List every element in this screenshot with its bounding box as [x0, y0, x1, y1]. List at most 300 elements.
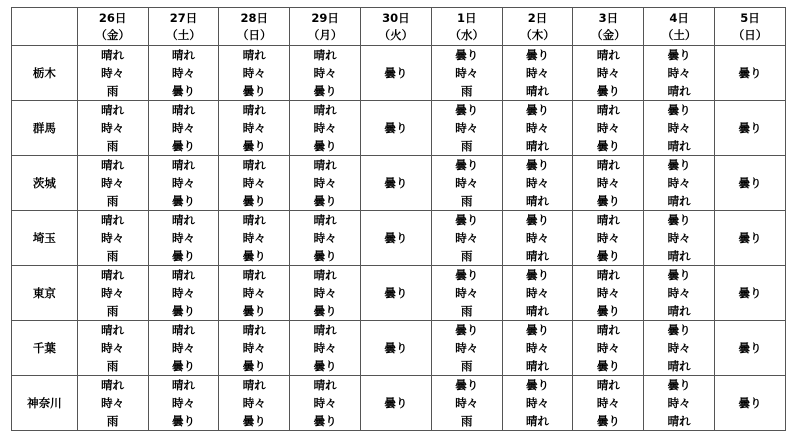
forecast-text: 時々 — [101, 121, 125, 135]
forecast-cell — [644, 321, 715, 376]
forecast-text: 時々 — [101, 286, 125, 300]
forecast-text: 曇り — [242, 249, 266, 263]
forecast-text: 曇り — [171, 304, 195, 318]
forecast-text: 曇り — [171, 414, 195, 428]
forecast-text: 晴れ — [171, 103, 195, 117]
header-day-cell — [290, 8, 361, 46]
forecast-cell — [290, 266, 361, 321]
forecast-cell — [502, 376, 573, 431]
forecast-text: 晴れ — [101, 103, 125, 117]
forecast-cell — [573, 101, 644, 156]
forecast-text: 時々 — [596, 341, 620, 355]
forecast-text: 曇り — [738, 396, 762, 410]
forecast-text: 時々 — [526, 66, 550, 80]
forecast-text: 晴れ — [171, 323, 195, 337]
forecast-table — [11, 7, 786, 431]
forecast-text: 曇り — [526, 268, 550, 282]
forecast-text: 晴れ — [596, 103, 620, 117]
forecast-text: 時々 — [171, 66, 195, 80]
forecast-text: 曇り — [526, 213, 550, 227]
forecast-text: 曇り — [313, 84, 337, 98]
region-cell: 埼玉 — [12, 211, 78, 266]
forecast-cell — [148, 101, 219, 156]
forecast-text: 曇り — [171, 84, 195, 98]
forecast-text: 曇り — [738, 121, 762, 135]
forecast-text: 時々 — [667, 66, 691, 80]
header-day-cell — [219, 8, 290, 46]
region-cell: 群馬 — [12, 101, 78, 156]
forecast-text: 時々 — [242, 121, 266, 135]
forecast-text: 曇り — [738, 66, 762, 80]
region-cell: 千葉 — [12, 321, 78, 376]
forecast-text: 時々 — [667, 121, 691, 135]
table-row — [12, 211, 786, 266]
forecast-cell — [573, 376, 644, 431]
forecast-text: 曇り — [455, 158, 479, 172]
forecast-text: 時々 — [596, 231, 620, 245]
header-weekday: （火） — [378, 27, 414, 42]
forecast-cell — [573, 321, 644, 376]
forecast-text: 時々 — [242, 176, 266, 190]
forecast-text: 晴れ — [242, 213, 266, 227]
forecast-cell — [502, 211, 573, 266]
forecast-text: 曇り — [526, 103, 550, 117]
forecast-text: 時々 — [526, 286, 550, 300]
forecast-cell — [715, 156, 786, 211]
forecast-text: 晴れ — [171, 378, 195, 392]
forecast-cell — [148, 156, 219, 211]
forecast-text: 晴れ — [667, 414, 691, 428]
forecast-cell — [644, 156, 715, 211]
forecast-text: 雨 — [106, 194, 119, 208]
forecast-text: 曇り — [455, 378, 479, 392]
forecast-cell — [77, 266, 148, 321]
table-row — [12, 101, 786, 156]
forecast-text: 曇り — [242, 194, 266, 208]
forecast-text: 曇り — [455, 323, 479, 337]
forecast-cell — [715, 101, 786, 156]
forecast-text: 時々 — [171, 286, 195, 300]
forecast-text: 時々 — [242, 66, 266, 80]
forecast-cell — [219, 101, 290, 156]
forecast-text: 時々 — [526, 396, 550, 410]
forecast-text: 曇り — [242, 304, 266, 318]
forecast-text: 時々 — [171, 341, 195, 355]
forecast-cell — [290, 46, 361, 101]
forecast-cell — [148, 46, 219, 101]
forecast-text: 時々 — [313, 176, 337, 190]
forecast-text: 曇り — [171, 359, 195, 373]
forecast-text: 曇り — [313, 304, 337, 318]
forecast-cell — [431, 321, 502, 376]
forecast-text: 曇り — [738, 286, 762, 300]
forecast-cell — [715, 321, 786, 376]
forecast-text: 時々 — [101, 396, 125, 410]
forecast-text: 晴れ — [596, 268, 620, 282]
header-date: 29日 — [311, 10, 339, 25]
forecast-text: 晴れ — [596, 158, 620, 172]
header-weekday: （日） — [732, 27, 768, 42]
forecast-text: 時々 — [526, 341, 550, 355]
forecast-cell — [502, 101, 573, 156]
forecast-cell — [502, 46, 573, 101]
forecast-text: 曇り — [313, 139, 337, 153]
forecast-text: 曇り — [455, 268, 479, 282]
forecast-cell — [290, 101, 361, 156]
forecast-text: 曇り — [384, 121, 408, 135]
forecast-text: 曇り — [596, 304, 620, 318]
header-weekday: （月） — [307, 27, 343, 42]
forecast-cell — [290, 376, 361, 431]
forecast-text: 曇り — [313, 359, 337, 373]
forecast-text: 晴れ — [526, 359, 550, 373]
header-day-cell — [573, 8, 644, 46]
forecast-text: 曇り — [738, 341, 762, 355]
forecast-cell — [219, 46, 290, 101]
forecast-text: 晴れ — [242, 48, 266, 62]
header-weekday: （水） — [449, 27, 484, 42]
forecast-cell — [644, 376, 715, 431]
forecast-cell — [290, 156, 361, 211]
forecast-text: 時々 — [455, 341, 479, 355]
forecast-text: 曇り — [667, 48, 691, 62]
forecast-text: 曇り — [596, 84, 620, 98]
table-header — [12, 8, 786, 46]
forecast-cell — [148, 321, 219, 376]
forecast-text: 時々 — [242, 286, 266, 300]
forecast-text: 晴れ — [667, 359, 691, 373]
forecast-text: 晴れ — [667, 194, 691, 208]
forecast-cell — [715, 46, 786, 101]
forecast-text: 雨 — [106, 304, 119, 318]
forecast-text: 曇り — [738, 231, 762, 245]
forecast-text: 晴れ — [667, 304, 691, 318]
forecast-text: 曇り — [667, 103, 691, 117]
forecast-text: 曇り — [313, 249, 337, 263]
forecast-text: 時々 — [455, 231, 479, 245]
forecast-cell — [148, 376, 219, 431]
forecast-text: 曇り — [455, 103, 479, 117]
forecast-text: 曇り — [384, 286, 408, 300]
forecast-text: 晴れ — [526, 304, 550, 318]
forecast-cell — [219, 156, 290, 211]
forecast-text: 時々 — [455, 396, 479, 410]
forecast-text: 晴れ — [313, 378, 337, 392]
forecast-text: 晴れ — [242, 103, 266, 117]
header-weekday: （日） — [237, 27, 272, 42]
forecast-cell — [573, 156, 644, 211]
forecast-text: 晴れ — [667, 139, 691, 153]
forecast-text: 曇り — [384, 341, 408, 355]
forecast-cell — [573, 211, 644, 266]
table-row — [12, 156, 786, 211]
forecast-cell — [644, 101, 715, 156]
forecast-cell — [502, 321, 573, 376]
forecast-text: 時々 — [596, 396, 620, 410]
header-day-cell — [360, 8, 431, 46]
forecast-text: 時々 — [101, 231, 125, 245]
header-day-cell — [148, 8, 219, 46]
forecast-text: 時々 — [313, 231, 337, 245]
forecast-text: 曇り — [667, 378, 691, 392]
forecast-cell — [431, 46, 502, 101]
forecast-cell — [502, 266, 573, 321]
forecast-text: 曇り — [384, 231, 408, 245]
header-weekday: （金） — [95, 27, 130, 42]
forecast-cell — [360, 211, 431, 266]
forecast-text: 時々 — [171, 231, 195, 245]
forecast-text: 晴れ — [526, 194, 550, 208]
forecast-text: 晴れ — [101, 48, 125, 62]
table-row — [12, 321, 786, 376]
forecast-text: 時々 — [526, 231, 550, 245]
forecast-text: 晴れ — [101, 268, 125, 282]
forecast-text: 曇り — [596, 359, 620, 373]
table-row — [12, 46, 786, 101]
forecast-text: 晴れ — [171, 268, 195, 282]
forecast-cell — [77, 101, 148, 156]
header-weekday: （金） — [591, 27, 626, 42]
forecast-cell — [360, 266, 431, 321]
forecast-cell — [644, 211, 715, 266]
forecast-text: 晴れ — [313, 323, 337, 337]
forecast-text: 雨 — [460, 414, 473, 428]
forecast-text: 雨 — [460, 359, 473, 373]
header-day-cell — [715, 8, 786, 46]
region-cell: 神奈川 — [12, 376, 78, 431]
forecast-text: 曇り — [242, 414, 266, 428]
forecast-text: 時々 — [101, 341, 125, 355]
forecast-cell — [360, 376, 431, 431]
header-day-cell — [502, 8, 573, 46]
forecast-text: 晴れ — [101, 213, 125, 227]
forecast-text: 雨 — [460, 249, 473, 263]
forecast-text: 時々 — [171, 176, 195, 190]
forecast-text: 晴れ — [526, 249, 550, 263]
header-row — [12, 8, 786, 46]
forecast-text: 曇り — [596, 139, 620, 153]
forecast-text: 時々 — [242, 341, 266, 355]
forecast-text: 時々 — [313, 66, 337, 80]
forecast-cell — [644, 46, 715, 101]
forecast-text: 晴れ — [171, 213, 195, 227]
forecast-cell — [431, 101, 502, 156]
forecast-cell — [77, 46, 148, 101]
forecast-text: 晴れ — [101, 158, 125, 172]
forecast-text: 曇り — [526, 378, 550, 392]
forecast-text: 晴れ — [242, 378, 266, 392]
header-date: 30日 — [382, 10, 410, 25]
forecast-cell — [431, 376, 502, 431]
forecast-text: 晴れ — [171, 158, 195, 172]
forecast-text: 時々 — [667, 231, 691, 245]
forecast-text: 曇り — [667, 213, 691, 227]
forecast-text: 雨 — [460, 139, 473, 153]
forecast-text: 時々 — [242, 231, 266, 245]
forecast-text: 曇り — [526, 323, 550, 337]
forecast-text: 晴れ — [101, 378, 125, 392]
forecast-text: 時々 — [667, 396, 691, 410]
region-cell: 栃木 — [12, 46, 78, 101]
forecast-text: 曇り — [171, 194, 195, 208]
forecast-text: 曇り — [313, 194, 337, 208]
forecast-text: 晴れ — [526, 84, 550, 98]
forecast-cell — [360, 46, 431, 101]
forecast-text: 時々 — [596, 66, 620, 80]
forecast-text: 晴れ — [242, 323, 266, 337]
forecast-text: 曇り — [171, 249, 195, 263]
forecast-text: 雨 — [460, 194, 473, 208]
forecast-text: 晴れ — [526, 139, 550, 153]
forecast-cell — [148, 266, 219, 321]
forecast-cell — [219, 211, 290, 266]
forecast-cell — [360, 101, 431, 156]
forecast-text: 時々 — [526, 121, 550, 135]
forecast-text: 曇り — [526, 48, 550, 62]
header-date: 27日 — [169, 10, 198, 25]
forecast-text: 曇り — [738, 176, 762, 190]
forecast-text: 時々 — [596, 286, 620, 300]
forecast-text: 晴れ — [313, 268, 337, 282]
forecast-cell — [77, 156, 148, 211]
forecast-cell — [431, 211, 502, 266]
forecast-text: 曇り — [242, 84, 266, 98]
forecast-text: 晴れ — [313, 48, 337, 62]
forecast-text: 時々 — [313, 341, 337, 355]
forecast-cell — [219, 321, 290, 376]
forecast-text: 雨 — [106, 84, 119, 98]
forecast-text: 雨 — [460, 304, 473, 318]
forecast-cell — [219, 376, 290, 431]
forecast-text: 晴れ — [596, 378, 620, 392]
forecast-cell — [644, 266, 715, 321]
header-weekday: （土） — [166, 27, 201, 42]
forecast-text: 時々 — [596, 176, 620, 190]
header-day-cell — [644, 8, 715, 46]
forecast-text: 曇り — [313, 414, 337, 428]
forecast-text: 晴れ — [667, 249, 691, 263]
header-date: 1日 — [456, 10, 477, 25]
forecast-cell — [148, 211, 219, 266]
header-date: 26日 — [98, 10, 127, 25]
forecast-cell — [715, 211, 786, 266]
forecast-text: 曇り — [596, 249, 620, 263]
forecast-text: 曇り — [596, 194, 620, 208]
header-corner-cell — [12, 8, 78, 46]
forecast-text: 時々 — [667, 286, 691, 300]
forecast-text: 晴れ — [313, 103, 337, 117]
forecast-text: 曇り — [667, 268, 691, 282]
forecast-cell — [219, 266, 290, 321]
forecast-text: 晴れ — [101, 323, 125, 337]
forecast-cell — [360, 156, 431, 211]
forecast-text: 時々 — [455, 286, 479, 300]
forecast-cell — [715, 266, 786, 321]
forecast-text: 晴れ — [242, 158, 266, 172]
forecast-text: 晴れ — [526, 414, 550, 428]
forecast-cell — [77, 211, 148, 266]
table-body — [12, 46, 786, 431]
region-cell: 東京 — [12, 266, 78, 321]
forecast-text: 時々 — [313, 286, 337, 300]
forecast-text: 曇り — [667, 158, 691, 172]
forecast-text: 曇り — [596, 414, 620, 428]
header-day-cell — [431, 8, 502, 46]
forecast-text: 晴れ — [596, 323, 620, 337]
forecast-cell — [77, 321, 148, 376]
region-cell: 茨城 — [12, 156, 78, 211]
forecast-cell — [431, 156, 502, 211]
forecast-text: 晴れ — [596, 213, 620, 227]
forecast-text: 時々 — [455, 176, 479, 190]
forecast-text: 時々 — [455, 66, 479, 80]
forecast-text: 晴れ — [667, 84, 691, 98]
forecast-text: 晴れ — [596, 48, 620, 62]
forecast-text: 時々 — [526, 176, 550, 190]
forecast-cell — [77, 376, 148, 431]
header-weekday: （木） — [520, 27, 555, 42]
table-row — [12, 266, 786, 321]
forecast-cell — [502, 156, 573, 211]
header-day-cell — [77, 8, 148, 46]
forecast-text: 時々 — [171, 121, 195, 135]
forecast-cell — [715, 376, 786, 431]
header-weekday: （土） — [661, 27, 697, 42]
forecast-text: 曇り — [242, 359, 266, 373]
forecast-text: 曇り — [384, 396, 408, 410]
forecast-text: 雨 — [460, 84, 473, 98]
forecast-text: 時々 — [667, 341, 691, 355]
forecast-text: 時々 — [242, 396, 266, 410]
forecast-text: 時々 — [101, 176, 125, 190]
forecast-text: 曇り — [171, 139, 195, 153]
header-date: 5日 — [740, 10, 760, 25]
forecast-text: 雨 — [106, 414, 119, 428]
header-date: 2日 — [527, 10, 548, 25]
forecast-cell — [360, 321, 431, 376]
forecast-text: 晴れ — [171, 48, 195, 62]
forecast-cell — [290, 211, 361, 266]
forecast-text: 曇り — [526, 158, 550, 172]
forecast-text: 曇り — [384, 176, 408, 190]
forecast-text: 時々 — [101, 66, 125, 80]
forecast-text: 晴れ — [313, 158, 337, 172]
forecast-cell — [431, 266, 502, 321]
forecast-cell — [573, 46, 644, 101]
forecast-text: 曇り — [242, 139, 266, 153]
forecast-text: 曇り — [667, 323, 691, 337]
forecast-cell — [290, 321, 361, 376]
header-date: 28日 — [240, 10, 269, 25]
table-row — [12, 376, 786, 431]
forecast-text: 雨 — [106, 139, 119, 153]
forecast-text: 時々 — [667, 176, 691, 190]
forecast-text: 晴れ — [242, 268, 266, 282]
forecast-text: 時々 — [313, 396, 337, 410]
forecast-text: 時々 — [596, 121, 620, 135]
header-date: 4日 — [669, 10, 689, 25]
forecast-text: 雨 — [106, 249, 119, 263]
forecast-text: 時々 — [171, 396, 195, 410]
forecast-text: 時々 — [313, 121, 337, 135]
header-date: 3日 — [598, 10, 619, 25]
forecast-text: 曇り — [455, 213, 479, 227]
forecast-cell — [573, 266, 644, 321]
forecast-text: 時々 — [455, 121, 479, 135]
forecast-text: 雨 — [106, 359, 119, 373]
forecast-text: 曇り — [384, 66, 408, 80]
forecast-text: 晴れ — [313, 213, 337, 227]
